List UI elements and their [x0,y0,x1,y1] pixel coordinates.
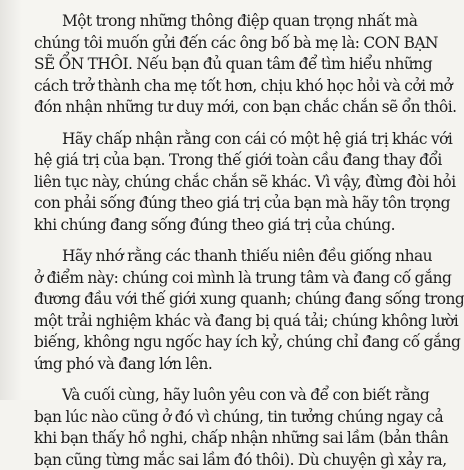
text-line: biếng, không ngu ngốc hay ích kỷ, chúng chỉ đang cố gắng [34,333,461,351]
text-line: Và cuối cùng, hãy luôn yêu con và để con biết rằng [62,386,430,404]
text-line: cách trở thành cha mẹ tốt hơn, chịu khó học hỏi và cởi mở [34,76,453,95]
text-line: hệ giá trị của bạn. Trong thế giới toàn cầu đang thay đổi [34,151,442,169]
text-line: liên tục này, chúng chắc chắn sẽ khác. Vì vậy, đừng đòi hỏi [34,172,456,191]
text-line: Một trong những thông điệp quan trọng nhất mà [62,12,418,30]
text-line: con phải sống đúng theo giá trị của bạn mà hãy tôn trọng [34,194,450,212]
text-line: ở điểm này: chúng coi mình là trung tâm và đang cố gắng [34,268,452,287]
text-line: đón nhận những tư duy mới, con bạn chắc chắn sẽ ổn thôi. [34,98,457,116]
text-line: khi chúng đang sống đúng theo giá trị của chúng. [34,215,395,234]
text-line: bạn lúc nào cũng ở đó vì chúng, tin tưởng chúng ngay cả [34,407,444,426]
text-line: Hãy nhớ rằng các thanh thiếu niên đều giống nhau [62,247,433,265]
text-line: một trải nghiệm khác và đang bị quá tải; chúng không lười [34,311,459,330]
page-gutter-shadow [0,0,22,400]
text-line: khi bạn thấy hồ nghi, chấp nhận những sai lầm (bản thân [34,429,449,447]
text-line: bạn cũng từng mắc sai lầm đó thôi). Dù chuyện gì xảy ra, [34,450,447,469]
text-line: ứng phó và đang lớn lên. [34,354,213,373]
text-line: Hãy chấp nhận rằng con cái có một hệ giá trị khác với [62,129,453,148]
text-line: chúng tôi muốn gửi đến các ông bố bà mẹ là: CON BẠN [34,33,439,52]
text-line: đương đầu với thế giới xung quanh; chúng đang sống trong [34,290,464,308]
text-line: SẼ ỔN THÔI. Nếu bạn đủ quan tâm để tìm hiểu những [34,55,433,73]
